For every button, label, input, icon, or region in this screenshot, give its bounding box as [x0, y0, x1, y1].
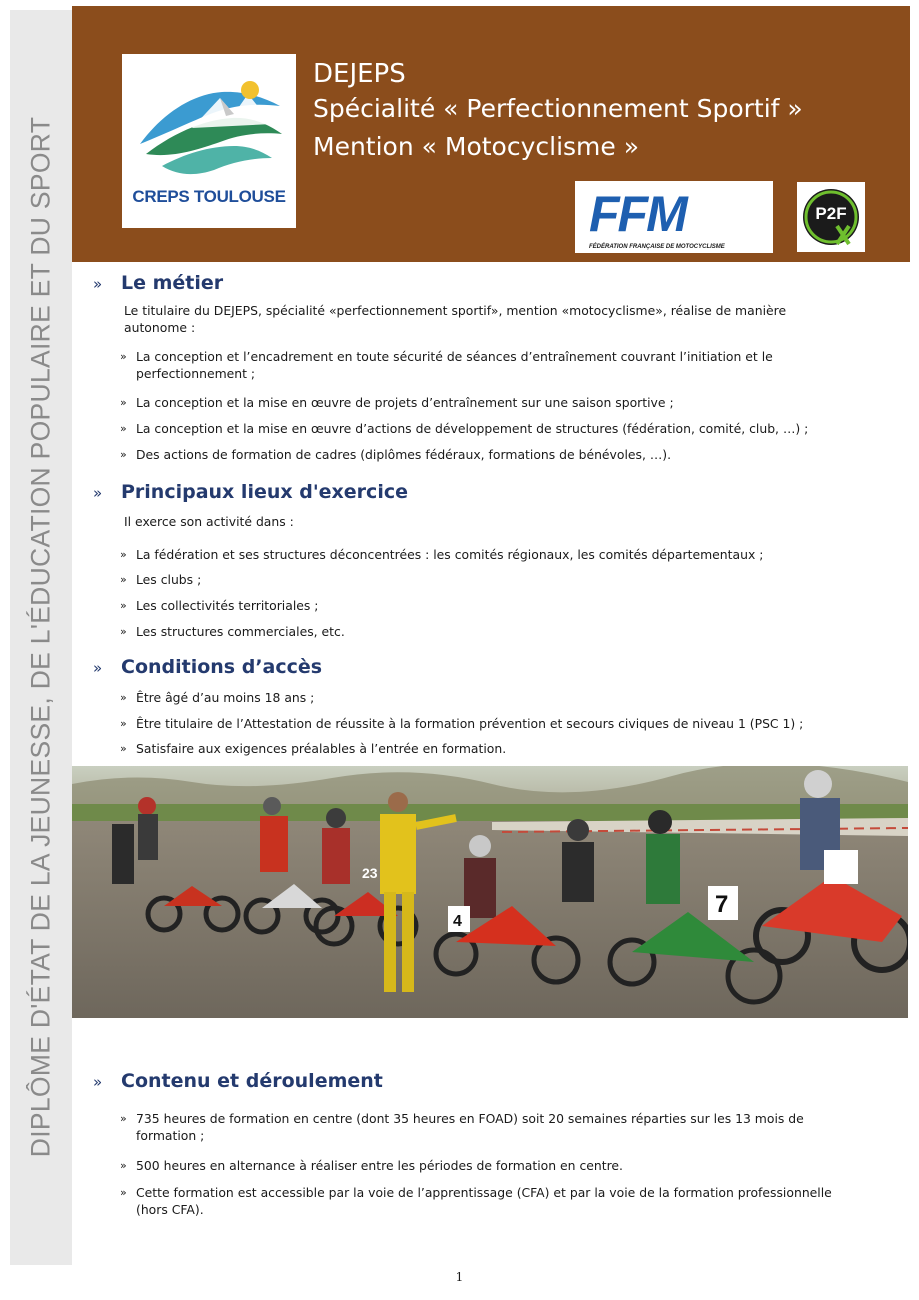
bullet-chevron-icon: »	[120, 350, 127, 363]
list-item	[120, 348, 866, 382]
p2f-logo	[797, 182, 865, 252]
chevron-icon: »	[93, 275, 103, 293]
page-number: 1	[455, 1270, 464, 1284]
list-item	[120, 1157, 866, 1174]
p2f-logo-text: P2F	[815, 204, 847, 223]
list-item	[120, 1110, 866, 1144]
chevron-icon: »	[93, 659, 103, 677]
header-title-mention: Mention « Motocyclisme »	[313, 132, 640, 161]
bullet-chevron-icon: »	[120, 573, 127, 586]
bullet-chevron-icon: »	[120, 396, 127, 409]
creps-logo-text: CREPS TOULOUSE	[132, 187, 286, 206]
list-item-text: Être âgé d’au moins 18 ans ;	[136, 690, 315, 705]
section-title-text: Conditions d’accès	[121, 656, 323, 678]
motocross-photo	[72, 766, 908, 1018]
bullet-chevron-icon: »	[120, 717, 127, 730]
list-item-text: formation ;	[136, 1128, 205, 1143]
bullet-chevron-icon: »	[120, 691, 127, 704]
bullet-chevron-icon: »	[120, 599, 127, 612]
list-item-text: (hors CFA).	[136, 1202, 204, 1217]
header-title-specialite: Spécialité « Perfectionnement Sportif »	[313, 94, 803, 123]
section-title-text: Le métier	[121, 272, 224, 294]
list-item	[120, 546, 866, 563]
list-item	[120, 394, 866, 411]
plate-number: 23	[362, 865, 378, 881]
list-item-text: perfectionnement ;	[136, 366, 256, 381]
ffm-logo	[575, 181, 773, 253]
creps-logo	[122, 54, 296, 228]
list-item	[120, 623, 866, 640]
list-item	[120, 1184, 866, 1218]
list-item-text: La conception et la mise en œuvre d’actions de développement de structures (fédération, comité, club, …) ;	[136, 421, 809, 436]
list-item	[120, 715, 866, 732]
bullet-chevron-icon: »	[120, 742, 127, 755]
bullet-chevron-icon: »	[120, 448, 127, 461]
list-item	[120, 740, 866, 757]
bullet-chevron-icon: »	[120, 1159, 127, 1172]
plate-number: 7	[715, 891, 729, 918]
list-item-text: Satisfaire aux exigences préalables à l’entrée en formation.	[136, 741, 507, 756]
list-item-text: Les structures commerciales, etc.	[136, 624, 345, 639]
list-item-text: La conception et la mise en œuvre de projets d’entraînement sur une saison sportive ;	[136, 395, 674, 410]
ffm-logo-text: FFM	[589, 186, 686, 242]
list-item-text: Les clubs ;	[136, 572, 202, 587]
list-item	[120, 597, 866, 614]
list-item-text: La fédération et ses structures déconcentrées : les comités régionaux, les comités départementaux ;	[136, 547, 764, 562]
section-title-acces	[93, 656, 322, 678]
metier-intro-line2: autonome :	[124, 320, 196, 335]
chevron-icon: »	[93, 484, 103, 502]
list-item-text: 500 heures en alternance à réaliser entre les périodes de formation en centre.	[136, 1158, 623, 1173]
list-item-text: La conception et l’encadrement en toute sécurité de séances d’entraînement couvrant l’initiation et le	[136, 349, 773, 364]
list-item	[120, 571, 866, 588]
section-title-contenu	[93, 1070, 383, 1092]
list-item-text: Des actions de formation de cadres (diplômes fédéraux, formations de bénévoles, …).	[136, 447, 672, 462]
list-item	[120, 420, 866, 437]
header-title-dejeps: DEJEPS	[313, 59, 406, 89]
list-item-text: Les collectivités territoriales ;	[136, 598, 319, 613]
bullet-chevron-icon: »	[120, 422, 127, 435]
bullet-chevron-icon: »	[120, 548, 127, 561]
bullet-chevron-icon: »	[120, 1186, 127, 1199]
list-item-text: Cette formation est accessible par la voie de l’apprentissage (CFA) et par la voie de la formation professionnelle	[136, 1185, 832, 1200]
sidebar-diploma-title: DIPLÔME D'ÉTAT DE LA JEUNESSE, DE L'ÉDUCATION POPULAIRE ET DU SPORT	[25, 116, 56, 1158]
header-banner	[72, 6, 910, 262]
list-item-text: Être titulaire de l’Attestation de réussite à la formation prévention et secours civiques de niveau 1 (PSC 1) ;	[136, 716, 804, 731]
metier-intro	[124, 302, 866, 336]
lieux-intro: Il exerce son activité dans :	[124, 514, 294, 529]
bullet-chevron-icon: »	[120, 625, 127, 638]
list-item	[120, 446, 866, 463]
list-item-text: 735 heures de formation en centre (dont 35 heures en FOAD) soit 20 semaines réparties sur les 13 mois de	[136, 1111, 804, 1126]
section-title-metier	[93, 272, 223, 294]
section-title-text: Principaux lieux d'exercice	[121, 481, 408, 503]
metier-intro-line1: Le titulaire du DEJEPS, spécialité «perfectionnement sportif», mention «motocyclisme», réalise de manière	[124, 303, 787, 318]
bullet-chevron-icon: »	[120, 1112, 127, 1125]
list-item	[120, 689, 866, 706]
ffm-logo-subtitle: FÉDÉRATION FRANÇAISE DE MOTOCYCLISME	[589, 244, 725, 250]
section-title-lieux	[93, 481, 408, 503]
section-title-text: Contenu et déroulement	[121, 1070, 383, 1092]
plate-number: 4	[453, 913, 462, 930]
chevron-icon: »	[93, 1073, 103, 1091]
